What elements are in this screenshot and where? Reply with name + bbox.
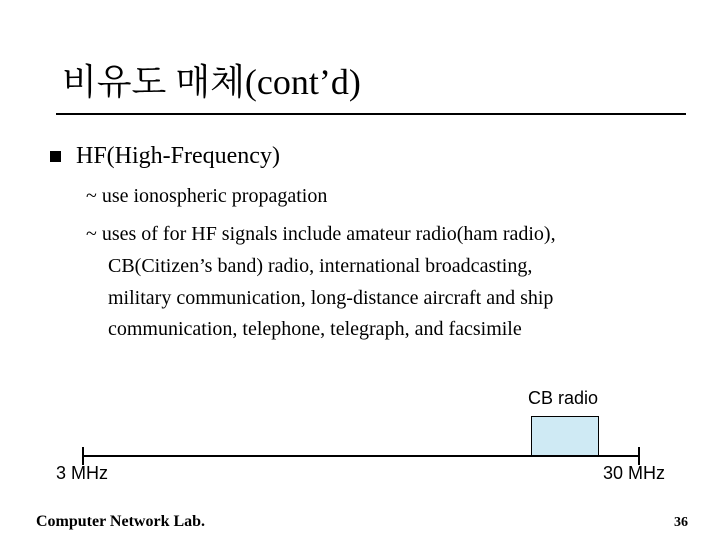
sub-line-2: ~ uses of for HF signals include amateur radio(ham radio), xyxy=(86,223,556,245)
sub-line-3: CB(Citizen’s band) radio, international broadcasting, xyxy=(108,255,533,277)
footer-lab-name: Computer Network Lab. xyxy=(36,513,206,530)
sub-line-1: ~ use ionospheric propagation xyxy=(86,185,328,207)
slide-title: 비유도 매체(cont’d) xyxy=(62,62,361,102)
cb-radio-label: CB radio xyxy=(528,388,599,408)
sub-line-4: military communication, long-distance aircraft and ship xyxy=(108,287,554,309)
frequency-axis xyxy=(82,455,640,457)
sub-line-5: communication, telephone, telegraph, and facsimile xyxy=(108,318,522,340)
square-bullet-icon xyxy=(50,151,61,162)
bullet-heading: HF(High-Frequency) xyxy=(76,143,280,169)
title-underline xyxy=(56,113,686,115)
page-number: 36 xyxy=(674,515,688,530)
axis-end-label: 30 MHz xyxy=(603,463,666,483)
axis-start-label: 3 MHz xyxy=(56,463,109,483)
cb-radio-band xyxy=(531,416,599,456)
